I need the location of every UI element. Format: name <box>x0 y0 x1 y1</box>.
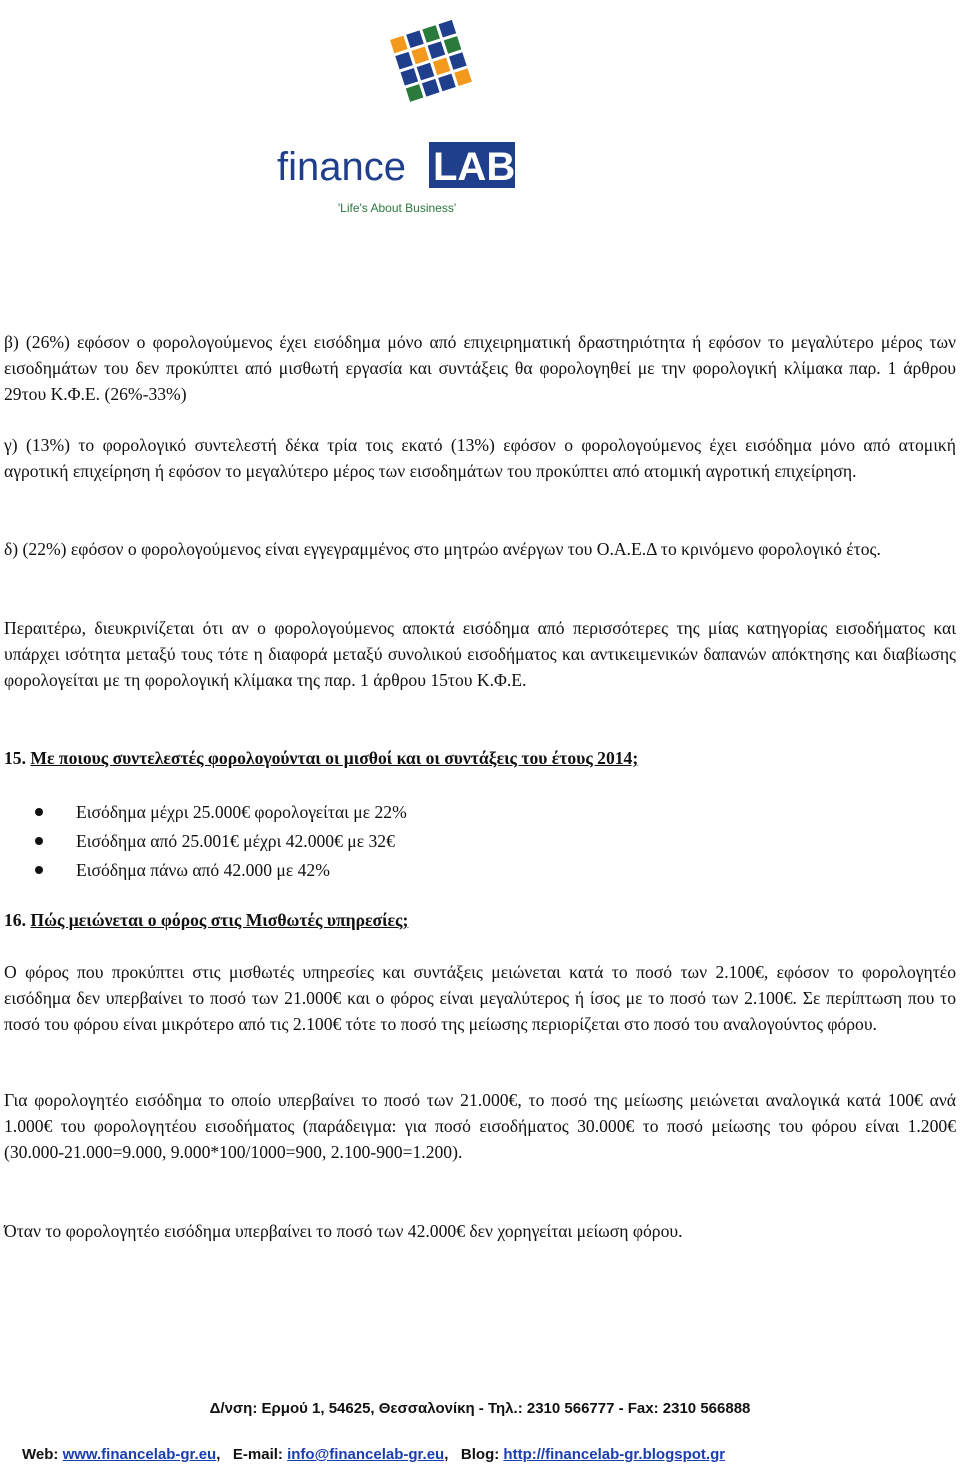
list-item: Εισόδημα από 25.001€ μέχρι 42.000€ με 32€ <box>0 827 407 856</box>
question-16-paragraph-3: Όταν το φορολογητέο εισόδημα υπερβαίνει το ποσό των 42.000€ δεν χορηγείται μείωση φόρου. <box>4 1221 683 1241</box>
question-15-text: Με ποιους συντελεστές φορολογούνται οι μισθοί και οι συντάξεις του έτους 2014; <box>30 748 639 768</box>
footer-email-link[interactable]: info@financelab-gr.eu <box>287 1446 445 1463</box>
logo-mosaic <box>390 20 472 102</box>
footer-web-link[interactable]: www.financelab-gr.eu <box>62 1446 217 1463</box>
footer-email-label: E-mail: <box>232 1446 283 1463</box>
tax-rate-list <box>0 798 407 885</box>
footer-blog-label: Blog: <box>460 1446 500 1463</box>
question-16-text: Πώς μειώνεται ο φόρος στις Μισθωτές υπηρεσίες; <box>30 910 409 930</box>
question-15-number: 15. <box>4 748 26 768</box>
list-item: Εισόδημα μέχρι 25.000€ φορολογείται με 22% <box>0 798 407 827</box>
logo-brand-left: finance <box>277 145 406 189</box>
logo-tagline: 'Life's About Business' <box>337 201 457 215</box>
footer-blog-link[interactable]: http://financelab-gr.blogspot.gr <box>503 1446 726 1463</box>
question-16-paragraph-2: Για φορολογητέο εισόδημα το οποίο υπερβαίνει το ποσό των 21.000€, το ποσό της μείωσης μειώνεται αναλογικά κατά 100€ ανά 1.000€ του φορολογητέου εισοδήματος (παράδειγμα: για ποσό εισοδήματος 30.000€ το ποσό μείωσης του φόρου είναι 1.200€ (30.000-21.000=9.000, 9.000*100/1000=900, 2.100-900=1.200). <box>4 1090 956 1162</box>
paragraph-gamma: γ) (13%) το φορολογικό συντελεστή δέκα τρία τοις εκατό (13%) εφόσον ο φορολογούμενος έχει εισόδημα μόνο από ατομική αγροτική επιχείρηση ή εφόσον το μεγαλύτερο μέρος των εισοδημάτων του προκύπτει από ατομική αγροτική επιχείρηση. <box>4 435 956 481</box>
list-item: Εισόδημα πάνω από 42.000 με 42% <box>0 856 407 885</box>
footer-web-label: Web: <box>22 1446 59 1463</box>
footer-links: Web: www.financelab-gr.eu, E-mail: info@financelab-gr.eu, Blog: http://financelab-gr.blogspot.gr <box>22 1446 726 1463</box>
question-15-heading <box>4 745 956 771</box>
footer-address: Δ/νση: Ερμού 1, 54625, Θεσσαλονίκη - Τηλ.: 2310 566777 - Fax: 2310 566888 <box>209 1400 751 1417</box>
question-16-heading <box>4 907 956 933</box>
paragraph-further: Περαιτέρω, διευκρινίζεται ότι αν ο φορολογούμενος αποκτά εισόδημα από περισσότερες της μίας κατηγορίας εισοδήματος και υπάρχει ισότητα μεταξύ τους τότε η διαφορά μεταξύ συνολικού εισοδήματος και αντικειμενικών δαπανών απόκτησης και διαβίωσης φορολογείται με τη φορολογική κλίμακα της παρ. 1 άρθρου 15του Κ.Φ.Ε. <box>4 618 956 690</box>
bullet-icon <box>35 808 43 816</box>
question-16-paragraph-1: Ο φόρος που προκύπτει στις μισθωτές υπηρεσίες και συντάξεις μειώνεται κατά το ποσό των 2.100€, εφόσον το φορολογητέο εισόδημα δεν υπερβαίνει το ποσό των 21.000€ και ο φόρος είναι μεγαλύτερος ή ίσος με το ποσό των 2.100€. Σε περίπτωση που το ποσό του φόρου είναι μικρότερο από τις 2.100€ τότε το ποσό της μείωσης περιορίζεται στο ποσό του αναλογούντος φόρου. <box>4 962 956 1034</box>
question-16-number: 16. <box>4 910 26 930</box>
paragraph-delta: δ) (22%) εφόσον ο φορολογούμενος είναι εγγεγραμμένος στο μητρώο ανέργων του Ο.Α.Ε.Δ το κρινόμενο φορολογικό έτος. <box>4 539 881 559</box>
financelab-logo <box>272 10 522 220</box>
paragraph-beta: β) (26%) εφόσον ο φορολογούμενος έχει εισόδημα μόνο από επιχειρηματική δραστηριότητα ή εφόσον το μεγαλύτερο μέρος των εισοδημάτων του δεν προκύπτει από μισθωτή εργασία και συντάξεις θα φορολογηθεί με την φορολογική κλίμακα παρ. 1 άρθρου 29του Κ.Φ.Ε. (26%-33%) <box>4 332 956 404</box>
logo-graphic <box>272 10 522 220</box>
bullet-icon <box>35 866 43 874</box>
logo-brand-right: LAB <box>433 145 516 189</box>
bullet-icon <box>35 837 43 845</box>
